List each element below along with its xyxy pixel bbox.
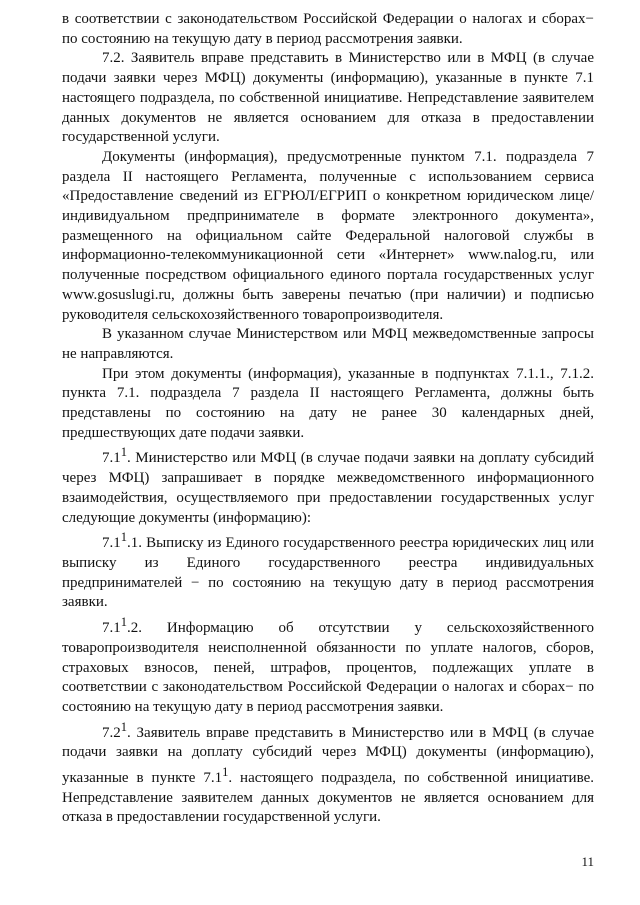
paragraph-text: В указанном случае Министерством или МФЦ межведомственные запросы не направляются. [62, 326, 594, 362]
paragraph-text: 7.2 [102, 724, 121, 741]
paragraph-text: Документы (информация), предусмотренные пунктом 7.1. подраздела 7 раздела II настоящего Регламента, полученные с использованием сервиса «Предоставление сведений из ЕГРЮЛ/ЕГРИП о конкретном юридическом лице/индивидуальном предпринимателе в формате электронного документа», размещенного на официальном сайте Федеральной налоговой службы в информационно-телекоммуникационной сети «Интернет» www.nalog.ru, или полученные посредством официального единого портала государственных услуг www.gosuslugi.ru, должны быть заверены печатью (при наличии) и подписью руководителя сельскохозяйственного товаропроизводителя. [62, 148, 594, 323]
paragraph-text: . Министерство или МФЦ (в случае подачи заявки на доплату субсидий через МФЦ) запрашивает в порядке межведомственного информационного взаимодействия, осуществляемого при предоставлении государственных услуг следующие документы (информацию): [62, 450, 594, 526]
superscript: 1 [120, 445, 127, 460]
paragraph-9 [62, 718, 594, 829]
paragraph-6 [62, 443, 594, 528]
paragraph-text: . Заявитель вправе представить в Министерство или в МФЦ (в случае подачи заявки на доплату субсидий через МФЦ) документы (информацию), указанные в пункте 7.1 [62, 724, 594, 787]
paragraph-5 [62, 365, 594, 444]
paragraph-text: 7.1 [102, 450, 121, 467]
paragraph-text: .1. Выписку из Единого государственного реестра юридических лиц или выписку из Единого государственного реестра индивидуальных предпринимателей − по состоянию на текущую дату в период рассмотрения заявки. [62, 535, 594, 611]
paragraph-8 [62, 613, 594, 718]
paragraph-text: 7.1 [102, 535, 121, 552]
paragraph-text: 7.1 [102, 620, 121, 637]
paragraph-text: . настоящего подраздела, по собственной инициативе. Непредставление заявителем данных документов не является основанием для отказа в предоставлении государственной услуги. [62, 770, 594, 826]
document-body [62, 10, 594, 828]
paragraph-text: 7.2. Заявитель вправе представить в Министерство или в МФЦ (в случае подачи заявки через МФЦ) документы (информацию), указанные в пункте 7.1 настоящего подраздела, по собственной инициативе. Непредставление заявителем данных документов не является основанием для отказа в предоставлении государственной услуги. [62, 50, 594, 146]
superscript: 1 [120, 719, 127, 734]
paragraph-1 [62, 10, 594, 49]
superscript: 1 [222, 765, 229, 780]
paragraph-text: .2. Информацию об отсутствии у сельскохозяйственного товаропроизводителя неисполненной обязанности по уплате налогов, сборов, страховых взносов, пеней, штрафов, процентов, подлежащих уплате в соответствии с законодательством Российской Федерации о налогах и сборах− по состоянию на текущую дату в период рассмотрения заявки. [62, 620, 594, 715]
superscript: 1 [120, 615, 127, 630]
paragraph-3 [62, 148, 594, 325]
paragraph-text: в соответствии с законодательством Российской Федерации о налогах и сборах− по состоянию на текущую дату в период рассмотрения заявки. [62, 11, 594, 47]
page-number: 11 [581, 854, 594, 869]
paragraph-2 [62, 49, 594, 148]
paragraph-7 [62, 528, 594, 613]
superscript: 1 [120, 530, 127, 545]
paragraph-text: При этом документы (информация), указанные в подпунктах 7.1.1., 7.1.2. пункта 7.1. подраздела 7 раздела II настоящего Регламента, должны быть представлены по состоянию на дату не ранее 30 календарных дней, предшествующих дате подачи заявки. [62, 365, 594, 441]
paragraph-4 [62, 325, 594, 364]
